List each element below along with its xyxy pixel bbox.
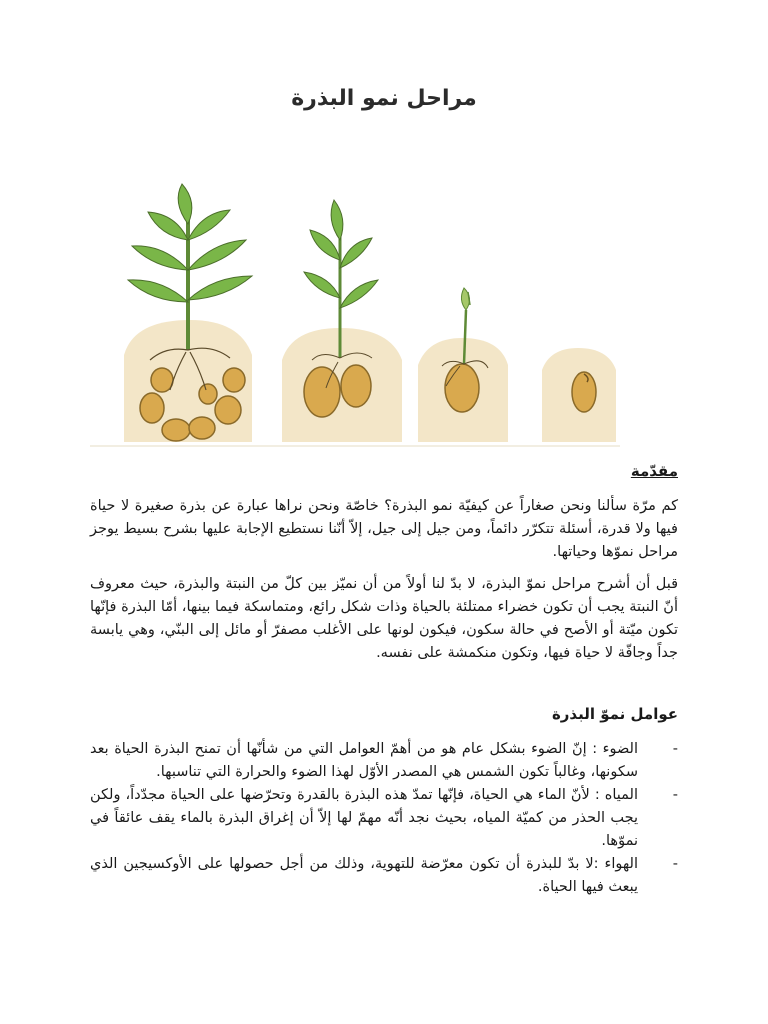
page-title: مراحل نمو البذرة: [291, 86, 477, 111]
list-item: [90, 784, 678, 853]
stage-mature-plant-icon: [124, 184, 252, 442]
list-bullet: -: [672, 741, 678, 757]
list-item: [90, 738, 678, 784]
stage-young-plant-icon: [282, 200, 402, 442]
factor-water-text: المياه : لأنّ الماء هي الحياة، فإنّها تمدّ هذه البذرة بالقدرة وتحرّضها على الحياة مجدّداً، ولكن يجب الحذر من كميّة المياه، بحيث نجد أنّه مهمّ لها إلاّ أن إغراق البذرة بالماء يقف عائقاً في نموّها.: [90, 787, 638, 849]
paragraph-text: قبل أن أشرح مراحل نموّ البذرة، لا بدّ لنا أولاً من أن نميّز بين كلّ من النبتة والبذرة، حيث معروف أنّ النبتة يجب أن تكون خضراء ممتلئة بالحياة وذات شكل رائع، ومتماسكة فيما بينها، أمّا البذرة فإنّها تكون ميّتة أو الأصح في حالة سكون، فيكون لونها على الأغلب مصفرّ أو مائل إلى البنّي، وهي يابسة جداً وجافّة لا حياة فيها، وتكون منكمشة على نفسه.: [90, 576, 678, 661]
seed-growth-illustration: [90, 180, 620, 450]
intro-section: [90, 460, 678, 665]
list-bullet: -: [672, 787, 678, 803]
stage-seed-icon: [542, 348, 616, 442]
list-item: [90, 853, 678, 899]
paragraph-text: كم مرّة سألنا ونحن صغاراً عن كيفيّة نمو البذرة؟ خاصّة ونحن نراها عبارة عن بذرة صغيرة لا حياة فيها ولا قدرة، أسئلة تتكرّر دائماً، ومن جيل إلى جيل، إلاّ أنّنا نستطيع الإجابة عليها بشرح بسيط يوجز مراحل نموّها وحياتها.: [90, 498, 678, 560]
factors-list: [90, 738, 678, 899]
intro-heading: مقدّمة: [630, 462, 678, 480]
intro-paragraph-2: [90, 573, 678, 665]
list-bullet: -: [672, 856, 678, 872]
factor-air-text: الهواء :لا بدّ للبذرة أن تكون معرّضة للتهوية، وذلك من أجل حصولها على الأوكسيجين الذي يبعث فيها الحياة.: [90, 856, 638, 895]
factors-section: [90, 703, 678, 899]
stage-germination-icon: [418, 288, 508, 442]
factors-heading: عوامل نموّ البذرة: [551, 705, 678, 723]
intro-paragraph-1: [90, 495, 678, 564]
factor-light-text: الضوء : إنّ الضوء بشكل عام هو من أهمّ العوامل التي من شأنّها أن تمنح البذرة الحياة بعد سكونها، وغالباً تكون الشمس هي المصدر الأوّل لهذا الضوء والحرارة التي تناسبها.: [90, 741, 638, 780]
